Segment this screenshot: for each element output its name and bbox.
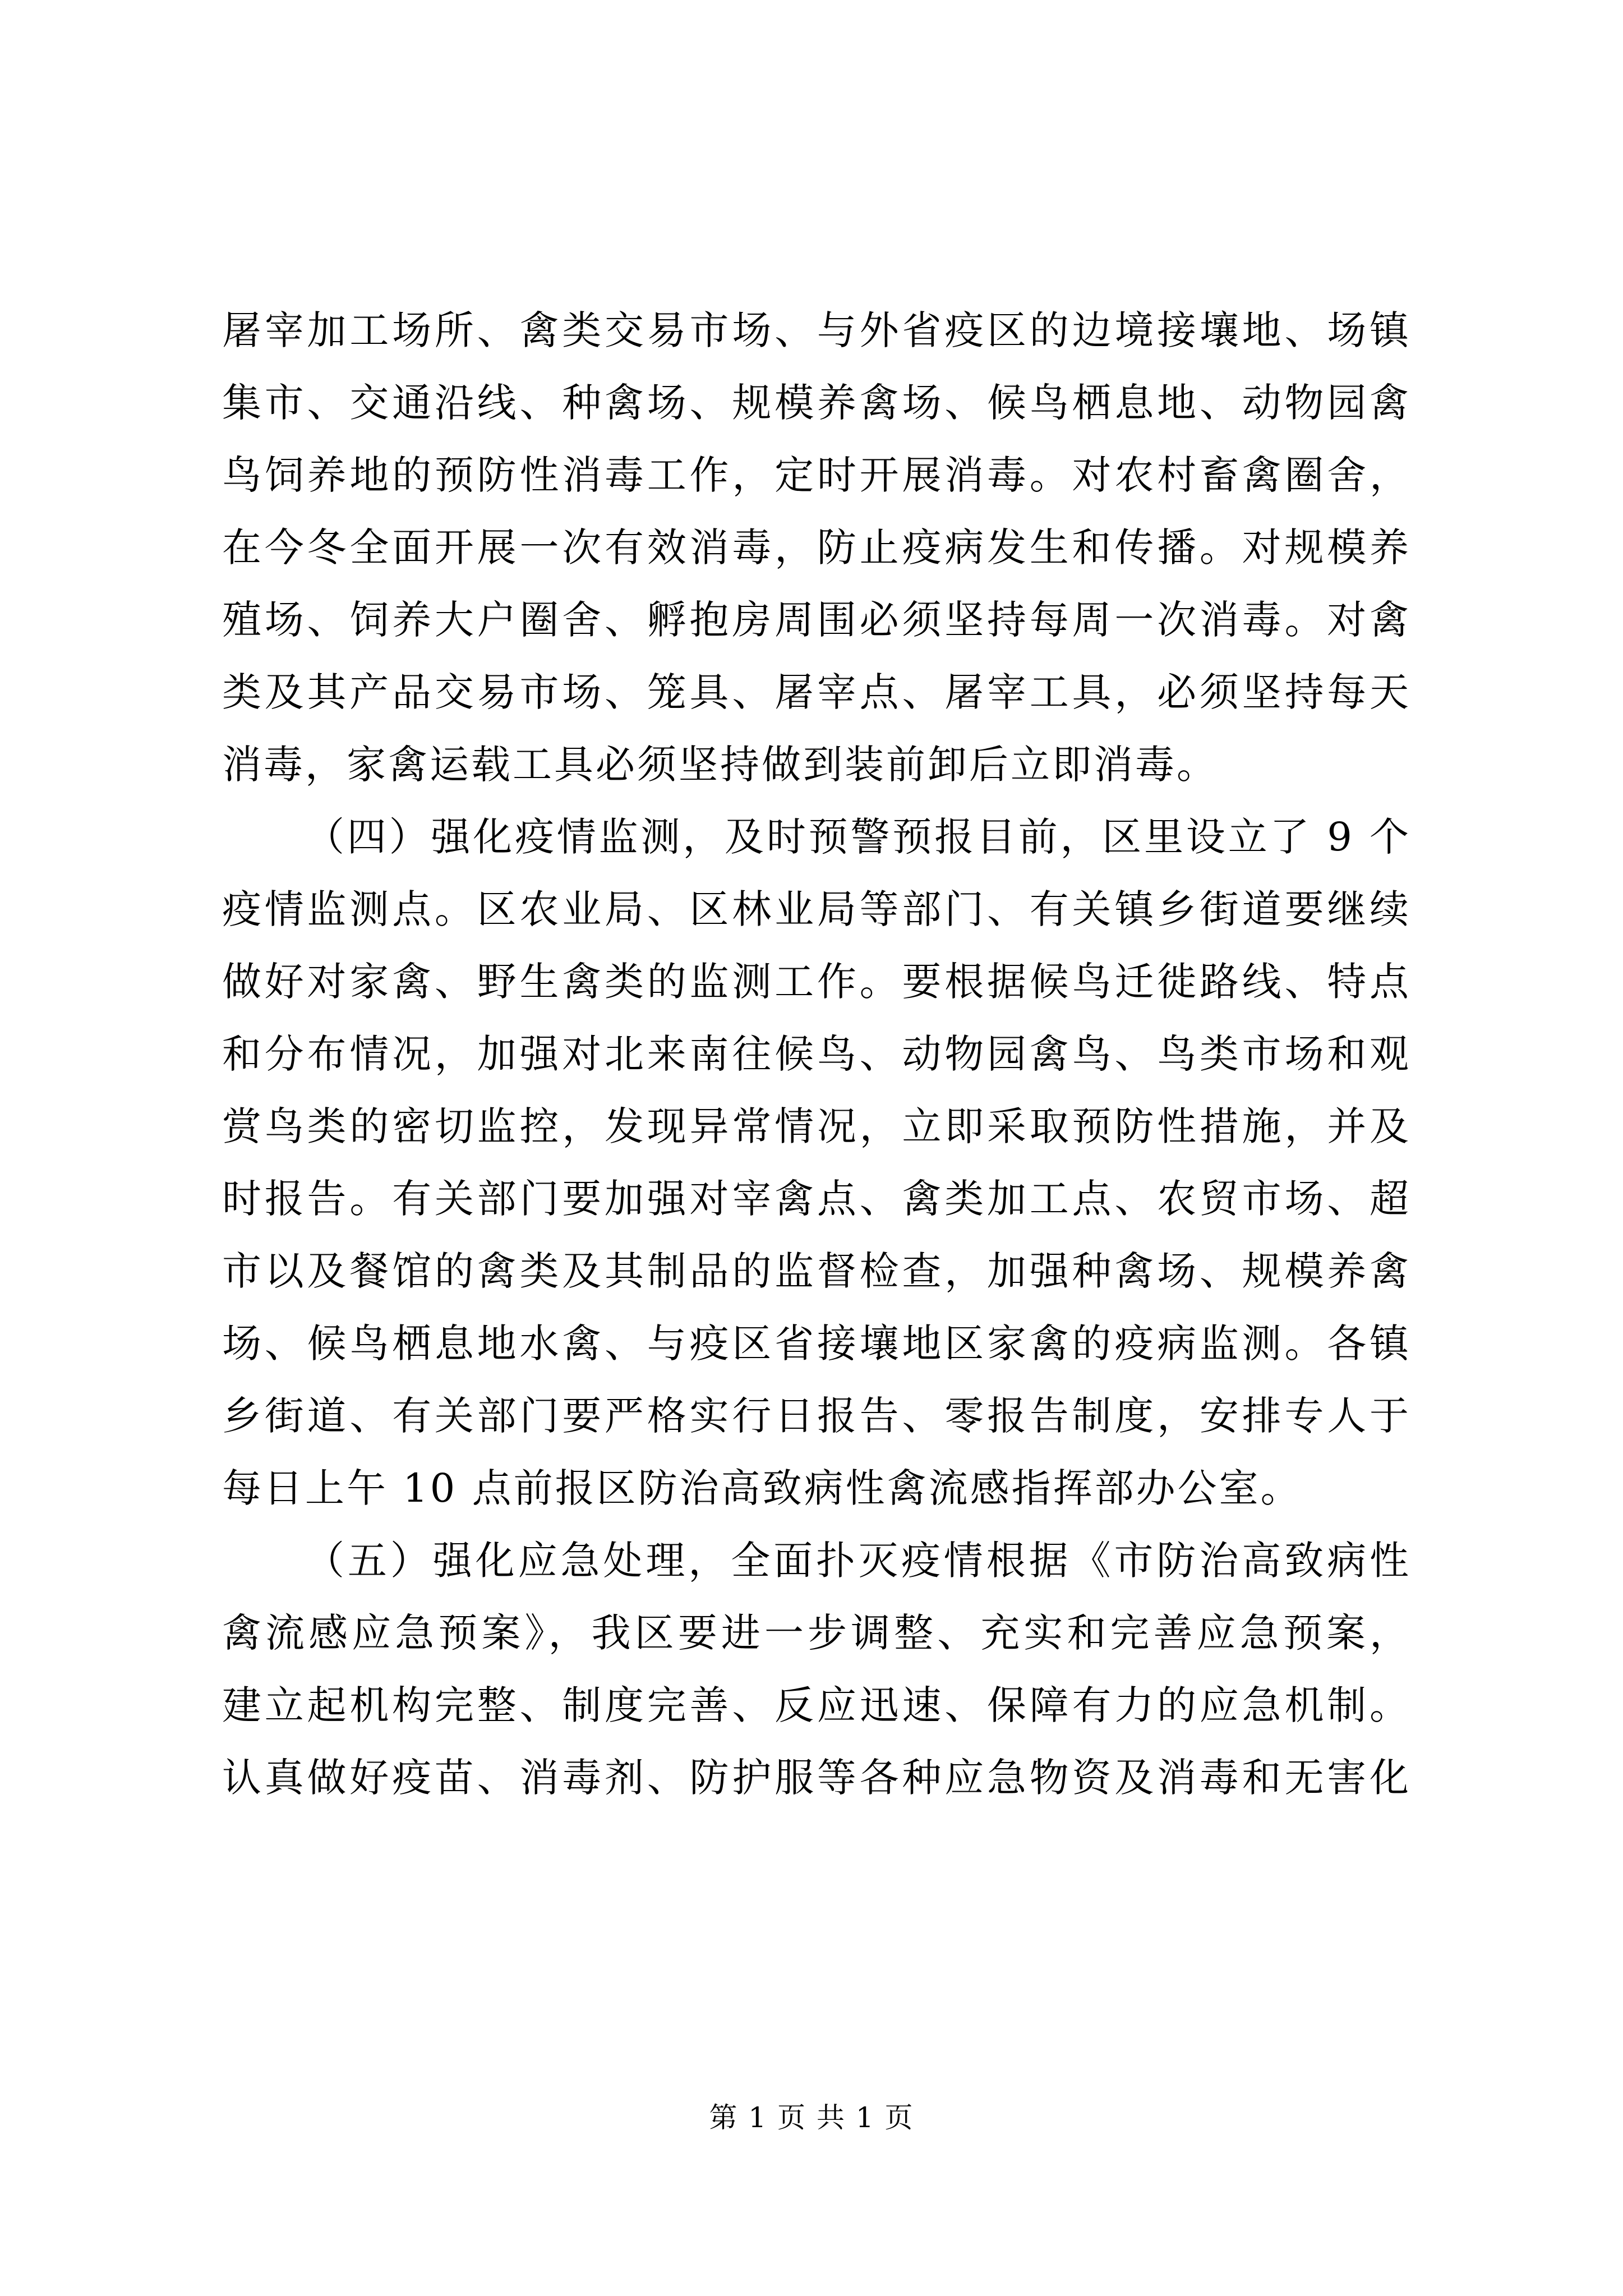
text-line: 做好对家禽、野生禽类的监测工作。要根据候鸟迁徙路线、特点 xyxy=(222,959,1411,1005)
text-line: 集市、交通沿线、种禽场、规模养禽场、候鸟栖息地、动物园禽 xyxy=(222,380,1411,426)
text-line: 场、候鸟栖息地水禽、与疫区省接壤地区家禽的疫病监测。各镇 xyxy=(222,1320,1411,1366)
text-line: 时报告。有关部门要加强对宰禽点、禽类加工点、农贸市场、超 xyxy=(222,1176,1411,1222)
text-line: 疫情监测点。区农业局、区林业局等部门、有关镇乡街道要继续 xyxy=(222,886,1411,932)
text-line: 认真做好疫苗、消毒剂、防护服等各种应急物资及消毒和无害化 xyxy=(222,1755,1411,1801)
text-line: 殖场、饲养大户圈舍、孵抱房周围必须坚持每周一次消毒。对禽 xyxy=(222,597,1411,643)
text-line: 建立起机构完整、制度完善、反应迅速、保障有力的应急机制。 xyxy=(222,1682,1411,1728)
text-line: 消毒，家禽运载工具必须坚持做到装前卸后立即消毒。 xyxy=(222,742,1218,788)
text-line: 类及其产品交易市场、笼具、屠宰点、屠宰工具，必须坚持每天 xyxy=(222,669,1411,715)
section-heading-line: （五）强化应急处理，全面扑灭疫情根据《市防治高致病性 xyxy=(305,1538,1411,1584)
text-line: 和分布情况，加强对北来南往候鸟、动物园禽鸟、鸟类市场和观 xyxy=(222,1031,1411,1077)
text-line: 屠宰加工场所、禽类交易市场、与外省疫区的边境接壤地、场镇 xyxy=(222,307,1411,353)
text-line: 赏鸟类的密切监控，发现异常情况，立即采取预防性措施，并及 xyxy=(222,1103,1411,1149)
text-line: 禽流感应急预案》，我区要进一步调整、充实和完善应急预案， xyxy=(222,1610,1411,1656)
section-heading-line: （四）强化疫情监测，及时预警预报目前，区里设立了 9 个 xyxy=(305,814,1411,860)
page-footer: 第 1 页 共 1 页 xyxy=(709,2101,914,2134)
text-line: 鸟饲养地的预防性消毒工作，定时开展消毒。对农村畜禽圈舍， xyxy=(222,452,1411,498)
text-line: 乡街道、有关部门要严格实行日报告、零报告制度，安排专人于 xyxy=(222,1393,1411,1439)
text-line: 在今冬全面开展一次有效消毒，防止疫病发生和传播。对规模养 xyxy=(222,524,1411,570)
document-body xyxy=(222,295,1411,1814)
text-line: 每日上午 10 点前报区防治高致病性禽流感指挥部办公室。 xyxy=(222,1465,1302,1511)
text-line: 市以及餐馆的禽类及其制品的监督检查，加强种禽场、规模养禽 xyxy=(222,1248,1411,1294)
